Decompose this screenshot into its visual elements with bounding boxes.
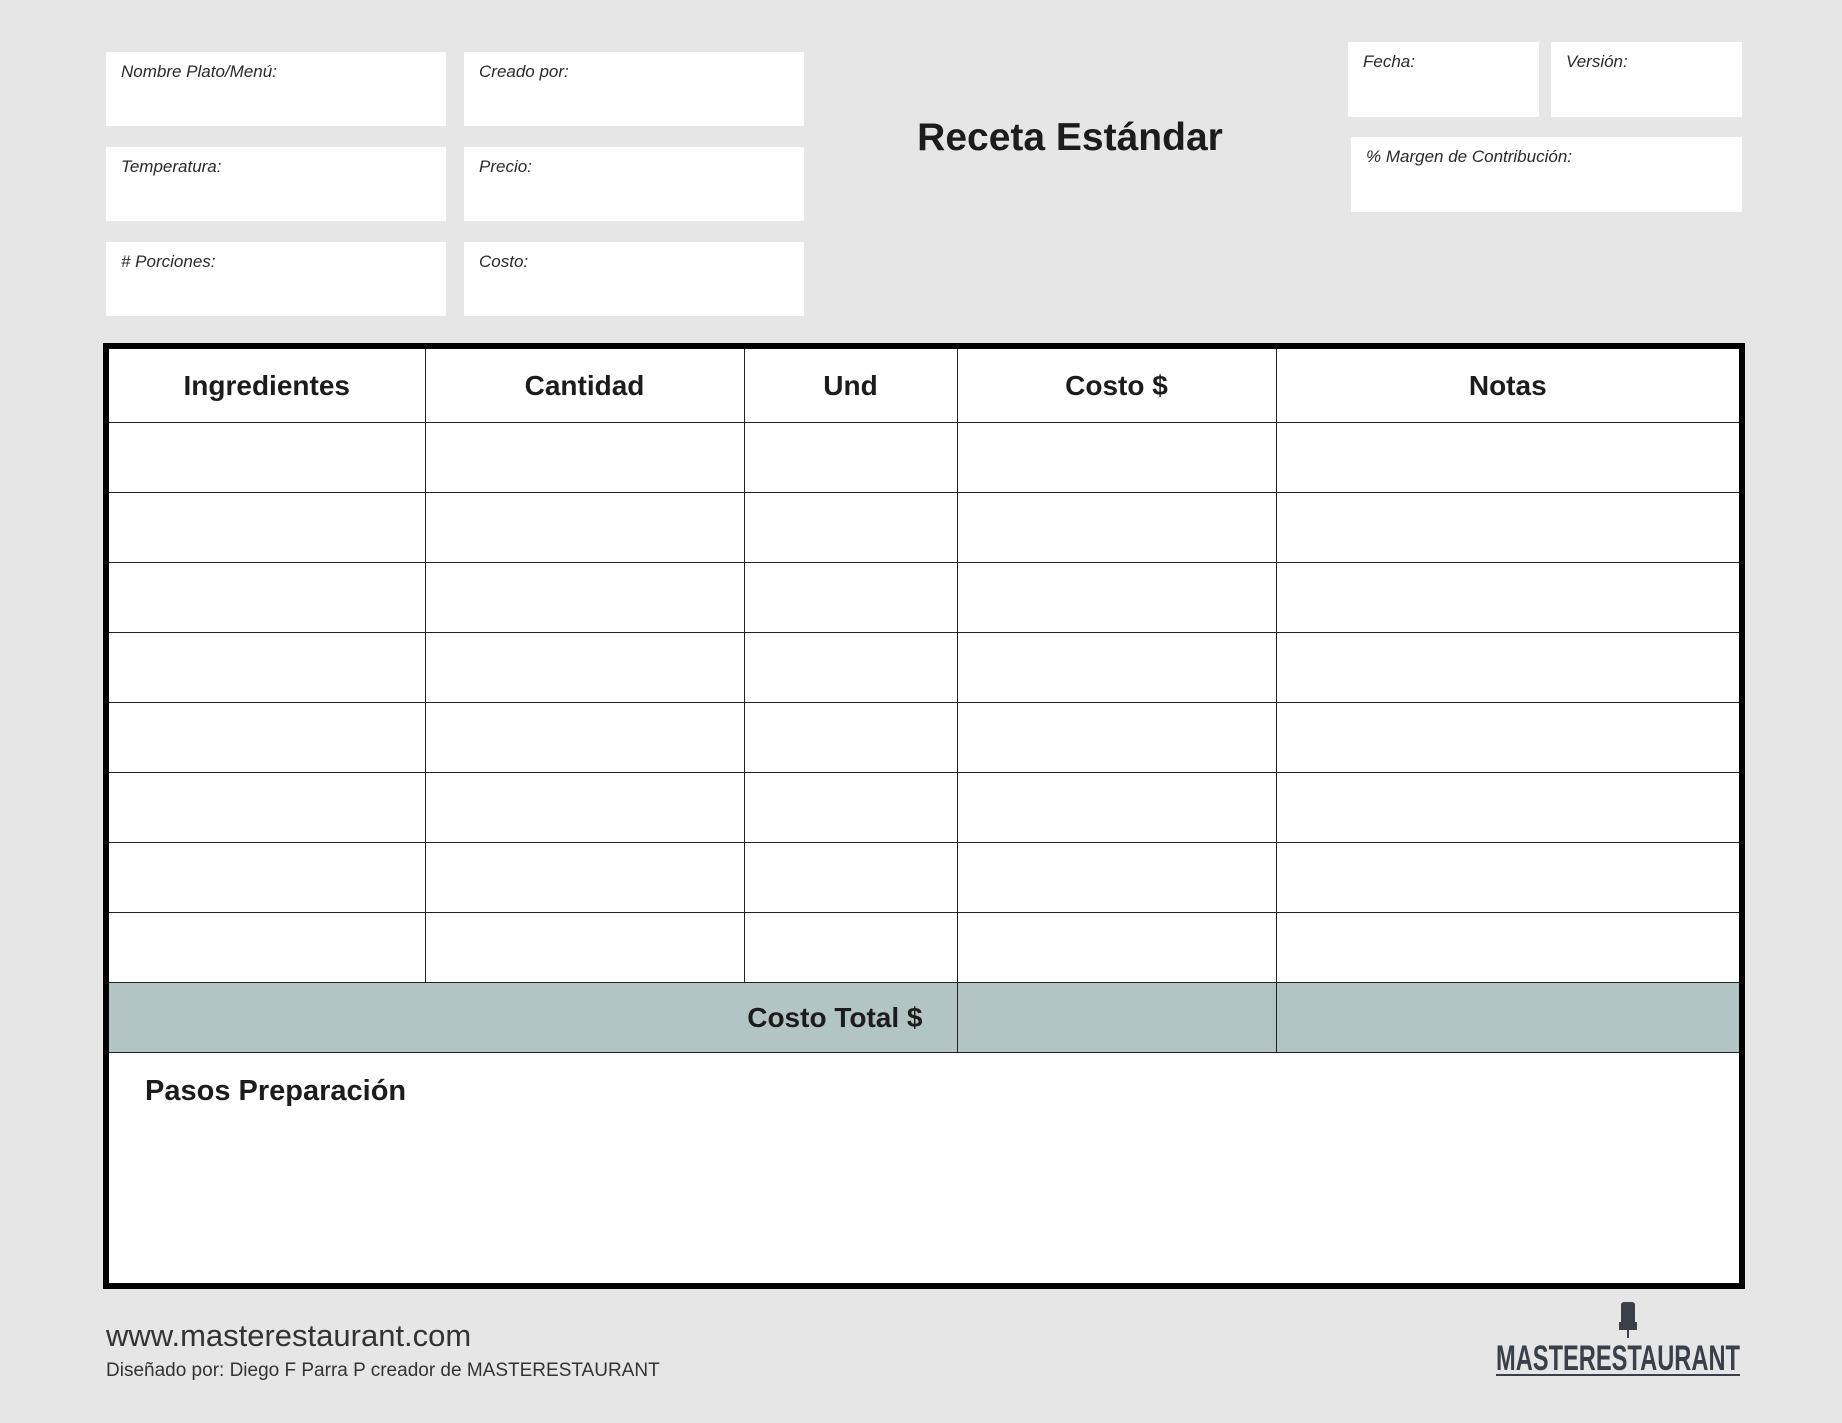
cost-cell[interactable] (957, 563, 1276, 633)
notes-cell[interactable] (1276, 423, 1739, 493)
quantity-cell[interactable] (425, 773, 744, 843)
page-title: Receta Estándar (917, 116, 1223, 159)
unit-cell[interactable] (744, 703, 957, 773)
quantity-cell[interactable] (425, 493, 744, 563)
total-cost-label: Costo Total $ (109, 983, 957, 1053)
quantity-cell[interactable] (425, 843, 744, 913)
cost-cell[interactable] (957, 633, 1276, 703)
unit-cell[interactable] (744, 563, 957, 633)
quantity-cell[interactable] (425, 423, 744, 493)
column-header-und: Und (744, 349, 957, 423)
table-row (109, 493, 1739, 563)
cost-cell[interactable] (957, 703, 1276, 773)
total-notes-cell[interactable] (1276, 983, 1739, 1053)
ingredient-cell[interactable] (109, 423, 425, 493)
table-row (109, 423, 1739, 493)
notes-cell[interactable] (1276, 493, 1739, 563)
date-label: Fecha: (1363, 52, 1415, 71)
quantity-cell[interactable] (425, 703, 744, 773)
created-by-label: Creado por: (479, 62, 569, 81)
created-by-field[interactable] (464, 52, 804, 126)
total-row (109, 983, 1739, 1053)
notes-cell[interactable] (1276, 843, 1739, 913)
unit-cell[interactable] (744, 423, 957, 493)
notes-cell[interactable] (1276, 773, 1739, 843)
recipe-table-container (103, 343, 1745, 1289)
ingredient-cell[interactable] (109, 843, 425, 913)
masterestaurant-logo (1490, 1298, 1750, 1378)
table-row (109, 703, 1739, 773)
column-header-ingredientes: Ingredientes (109, 349, 425, 423)
cost-cell[interactable] (957, 423, 1276, 493)
quantity-cell[interactable] (425, 633, 744, 703)
notes-cell[interactable] (1276, 703, 1739, 773)
cost-cell[interactable] (957, 773, 1276, 843)
ingredient-cell[interactable] (109, 703, 425, 773)
margin-field[interactable] (1351, 137, 1742, 212)
table-row (109, 563, 1739, 633)
cost-cell[interactable] (957, 493, 1276, 563)
column-header-notas: Notas (1276, 349, 1739, 423)
dish-name-field[interactable] (106, 52, 446, 126)
notes-cell[interactable] (1276, 563, 1739, 633)
ingredient-cell[interactable] (109, 493, 425, 563)
portions-label: # Porciones: (121, 252, 216, 271)
version-field[interactable] (1551, 42, 1742, 117)
chef-hat-icon (1490, 1298, 1750, 1378)
unit-cell[interactable] (744, 773, 957, 843)
cost-cell[interactable] (957, 913, 1276, 983)
ingredient-cell[interactable] (109, 633, 425, 703)
quantity-cell[interactable] (425, 913, 744, 983)
ingredient-cell[interactable] (109, 563, 425, 633)
price-label: Precio: (479, 157, 532, 176)
table-header-row (109, 349, 1739, 423)
unit-cell[interactable] (744, 633, 957, 703)
preparation-steps-label: Pasos Preparación (145, 1075, 407, 1107)
cost-cell[interactable] (957, 843, 1276, 913)
svg-text:MASTERESTAURANT: MASTERESTAURANT (1496, 1339, 1740, 1378)
preparation-steps-area[interactable] (109, 1054, 1739, 1283)
table-row (109, 913, 1739, 983)
cost-label: Costo: (479, 252, 529, 271)
total-cost-cell[interactable] (957, 983, 1276, 1053)
version-label: Versión: (1566, 52, 1628, 71)
unit-cell[interactable] (744, 843, 957, 913)
recipe-table (109, 349, 1739, 1053)
ingredient-cell[interactable] (109, 913, 425, 983)
website-link[interactable]: www.masterestaurant.com (106, 1318, 472, 1353)
designer-credit: Diseñado por: Diego F Parra P creador de MASTERESTAURANT (106, 1360, 660, 1381)
column-header-costo: Costo $ (957, 349, 1276, 423)
margin-label: % Margen de Contribución: (1366, 147, 1573, 166)
table-row (109, 633, 1739, 703)
date-field[interactable] (1348, 42, 1539, 117)
temperature-field[interactable] (106, 147, 446, 221)
unit-cell[interactable] (744, 493, 957, 563)
cost-field[interactable] (464, 242, 804, 316)
temperature-label: Temperatura: (121, 157, 222, 176)
unit-cell[interactable] (744, 913, 957, 983)
ingredient-cell[interactable] (109, 773, 425, 843)
table-row (109, 843, 1739, 913)
column-header-cantidad: Cantidad (425, 349, 744, 423)
quantity-cell[interactable] (425, 563, 744, 633)
portions-field[interactable] (106, 242, 446, 316)
price-field[interactable] (464, 147, 804, 221)
notes-cell[interactable] (1276, 633, 1739, 703)
table-row (109, 773, 1739, 843)
notes-cell[interactable] (1276, 913, 1739, 983)
dish-name-label: Nombre Plato/Menú: (121, 62, 277, 81)
